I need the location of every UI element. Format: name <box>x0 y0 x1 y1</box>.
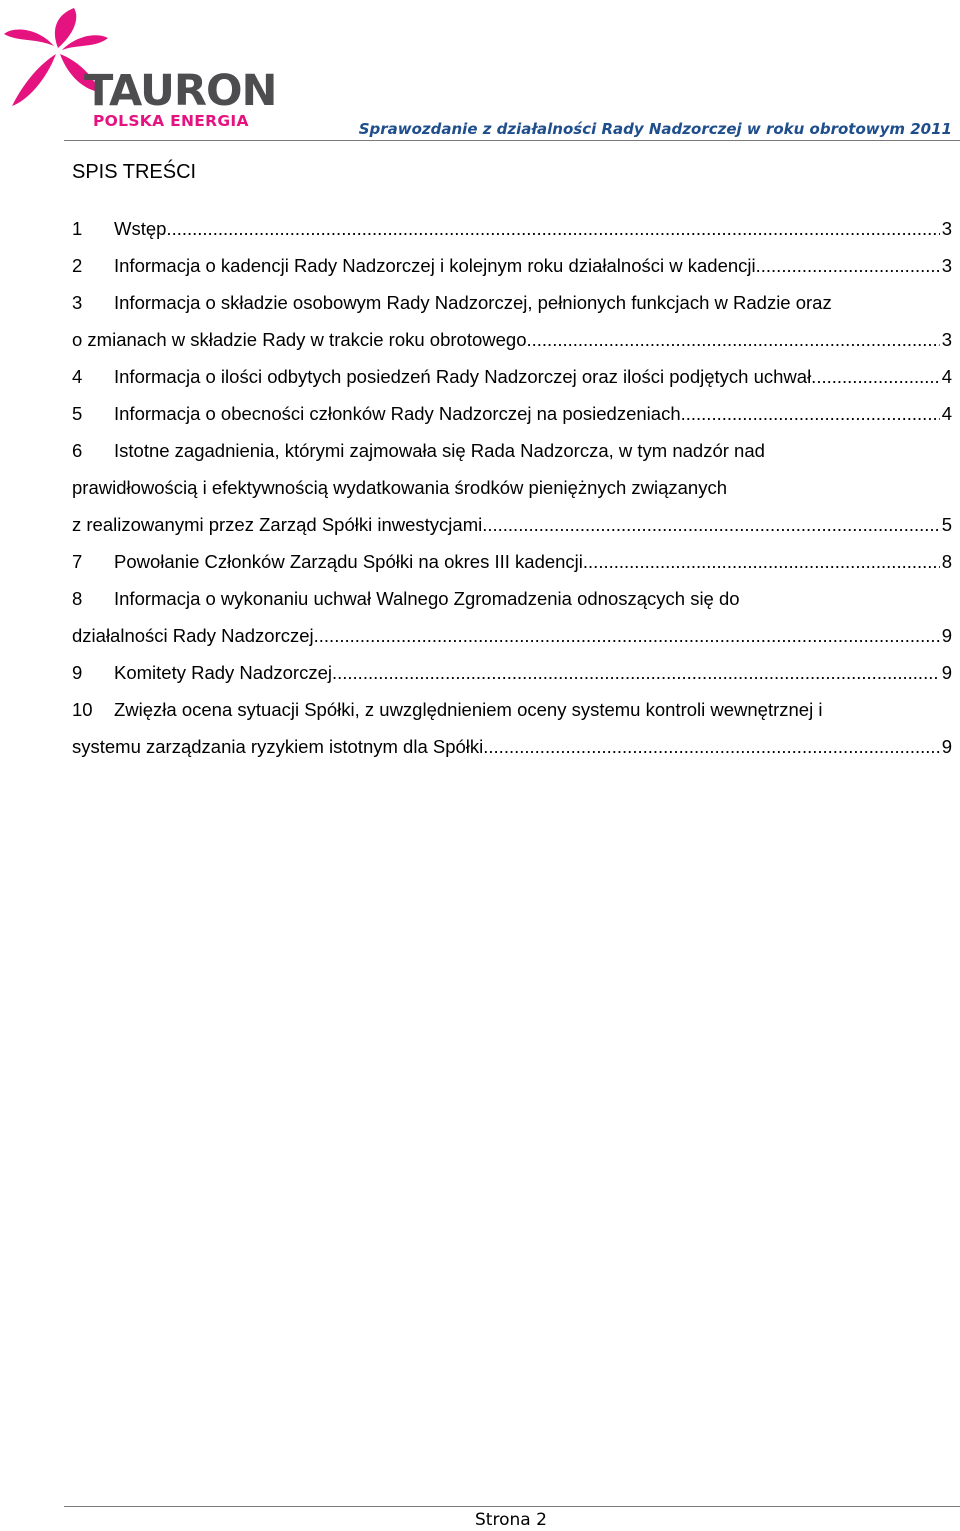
toc-entry-line[interactable] <box>72 469 952 506</box>
toc-entry-title: Zwięzła ocena sytuacji Spółki, z uwzględnieniem oceny systemu kontroli wewnętrznej i <box>114 699 823 720</box>
toc-entry-page-number: 3 <box>941 329 952 350</box>
toc-dot-leader <box>172 210 940 247</box>
toc-entry-line[interactable] <box>72 247 952 284</box>
toc-entry-title: o zmianach w składzie Rady w trakcie roku obrotowego. <box>72 329 532 350</box>
toc-dot-leader <box>337 654 940 691</box>
toc-entry-line[interactable] <box>72 691 952 728</box>
toc-entry-title: działalności Rady Nadzorczej. <box>72 625 319 646</box>
toc-dot-leader <box>816 358 939 395</box>
page-number-label: Strona 2 <box>475 1510 547 1530</box>
toc-entry-number: 4 <box>72 366 83 387</box>
toc-entry-title: Informacja o wykonaniu uchwał Walnego Zgromadzenia odnoszących się do <box>114 588 740 609</box>
table-of-contents <box>72 210 952 765</box>
toc-entry-line[interactable] <box>72 321 952 358</box>
toc-dot-leader <box>761 247 940 284</box>
toc-entry-line[interactable] <box>72 432 952 469</box>
toc-dot-leader <box>588 543 940 580</box>
toc-entry-title: Informacja o obecności członków Rady Nadzorczej na posiedzeniach. <box>114 403 686 424</box>
toc-entry-line[interactable] <box>72 210 952 247</box>
toc-entry-line[interactable] <box>72 506 952 543</box>
toc-entry-line[interactable] <box>72 617 952 654</box>
toc-dot-leader <box>319 617 940 654</box>
toc-entry-number: 7 <box>72 551 83 572</box>
toc-dot-leader <box>487 506 939 543</box>
toc-dot-leader <box>686 395 940 432</box>
toc-entry-page-number: 5 <box>941 514 952 535</box>
document-header-title: Sprawozdanie z działalności Rady Nadzorczej w roku obrotowym 2011 <box>358 120 952 138</box>
toc-entry-page-number: 8 <box>941 551 952 572</box>
toc-entry-title: Informacja o składzie osobowym Rady Nadzorczej, pełnionych funkcjach w Radzie oraz <box>114 292 832 313</box>
header-divider <box>64 140 960 141</box>
toc-entry-title: z realizowanymi przez Zarząd Spółki inwestycjami. <box>72 514 488 535</box>
toc-entry-line[interactable] <box>72 358 952 395</box>
brand-subtitle: POLSKA ENERGIA <box>93 112 249 130</box>
toc-entry-title: Powołanie Członków Zarządu Spółki na okres III kadencji. <box>114 551 589 572</box>
toc-dot-leader <box>532 321 940 358</box>
toc-entry-line[interactable] <box>72 580 952 617</box>
toc-entry-title: Komitety Rady Nadzorczej. <box>114 662 338 683</box>
toc-entry-line[interactable] <box>72 284 952 321</box>
toc-entry-number: 3 <box>72 292 83 313</box>
toc-entry-number: 5 <box>72 403 83 424</box>
toc-entry-title: Istotne zagadnienia, którymi zajmowała się Rada Nadzorcza, w tym nadzór nad <box>114 440 765 461</box>
toc-entry-page-number: 9 <box>941 662 952 683</box>
toc-entry-line[interactable] <box>72 654 952 691</box>
toc-entry-number: 9 <box>72 662 83 683</box>
toc-dot-leader <box>488 728 939 765</box>
toc-entry-title: systemu zarządzania ryzykiem istotnym dla Spółki. <box>72 736 489 757</box>
toc-entry-number: 8 <box>72 588 83 609</box>
toc-entry-number: 6 <box>72 440 83 461</box>
toc-entry-page-number: 4 <box>941 366 952 387</box>
toc-entry-number: 1 <box>72 218 83 239</box>
toc-entry-page-number: 4 <box>941 403 952 424</box>
footer-divider <box>64 1506 960 1507</box>
toc-entry-page-number: 3 <box>941 255 952 276</box>
toc-entry-page-number: 9 <box>941 736 952 757</box>
toc-entry-number: 2 <box>72 255 83 276</box>
tauron-logo <box>0 4 277 134</box>
toc-entry-line[interactable] <box>72 543 952 580</box>
toc-entry-number: 10 <box>72 699 93 720</box>
toc-entry-line[interactable] <box>72 395 952 432</box>
toc-entry-page-number: 3 <box>941 218 952 239</box>
toc-entry-title: Wstęp. <box>114 218 172 239</box>
brand-name: TAURON <box>84 66 277 116</box>
toc-entry-title: Informacja o ilości odbytych posiedzeń Rady Nadzorczej oraz ilości podjętych uchwał. <box>114 366 817 387</box>
toc-entry-title: Informacja o kadencji Rady Nadzorczej i kolejnym roku działalności w kadencji. <box>114 255 761 276</box>
toc-entry-line[interactable] <box>72 728 952 765</box>
toc-entry-title: prawidłowością i efektywnością wydatkowania środków pieniężnych związanych <box>72 477 728 498</box>
toc-entry-page-number: 9 <box>941 625 952 646</box>
toc-heading: SPIS TREŚCI <box>72 161 197 183</box>
